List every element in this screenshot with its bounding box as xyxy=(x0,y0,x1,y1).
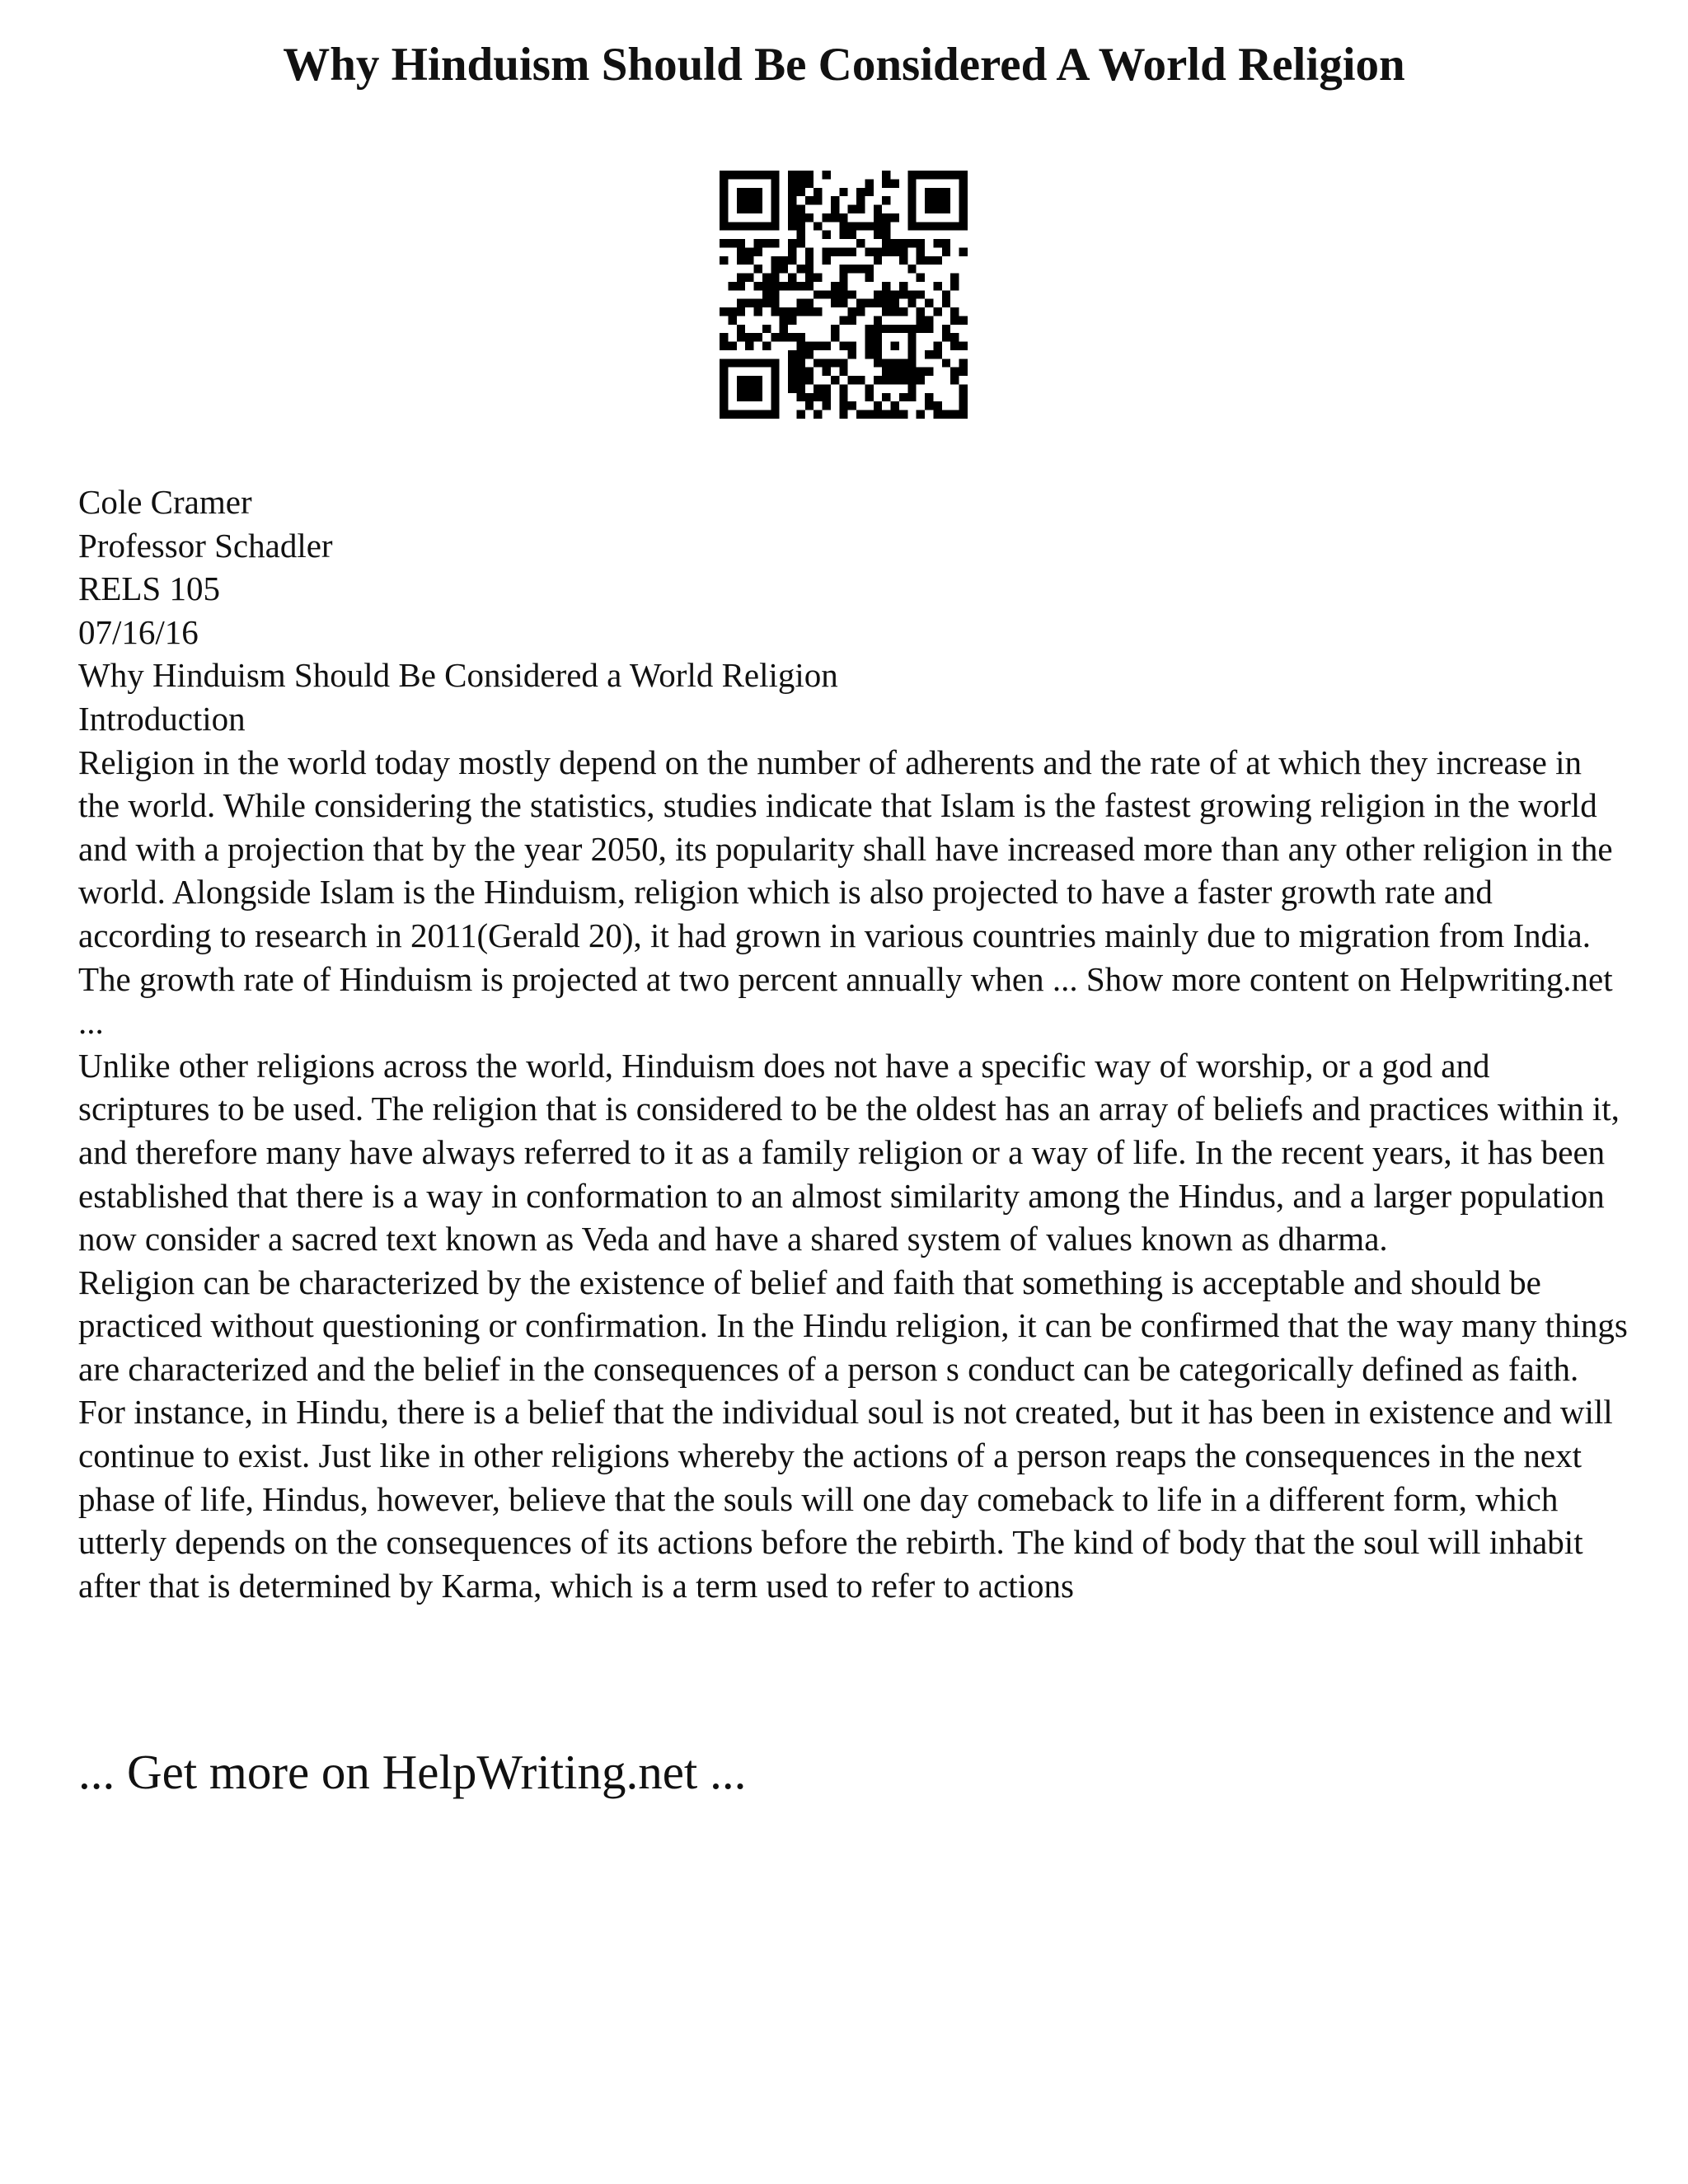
page-title: Why Hinduism Should Be Considered A World Religion xyxy=(283,39,1405,91)
essay-date: 07/16/16 xyxy=(78,612,199,651)
author-name: Cole Cramer xyxy=(78,483,252,521)
essay-body xyxy=(78,480,1628,1607)
paragraph-3: Religion can be characterized by the existence of belief and faith that something is acceptable and should be practiced without questioning or confirmation. In the Hindu religion, it can be confirmed that the way many things are characterized and the belief in the consequences of a person s conduct can be categorically defined as faith. For instance, in Hindu, there is a belief that the individual soul is not created, but it has been in existence and will continue to exist. Just like in other religions whereby the actions of a person reaps the consequences in the next phase of life, Hindus, however, believe that the souls will one day comeback to life in a different form, which utterly depends on the consequences of its actions before the rebirth. The kind of body that the soul will inhabit after that is determined by Karma, which is a term used to refer to actions xyxy=(78,1263,1628,1605)
get-more-link[interactable]: ... Get more on HelpWriting.net ... xyxy=(78,1745,747,1799)
professor-name: Professor Schadler xyxy=(78,526,333,565)
section-heading: Introduction xyxy=(78,699,246,738)
paragraph-2: Unlike other religions across the world, Hinduism does not have a specific way of worship, or a god and scriptures to be used. The religion that is considered to be the oldest has an array of beliefs and practices within it, and therefore many have always referred to it as a family religion or a way of life. In the recent years, it has been established that there is a way in conformation to an almost similarity among the Hindus, and a larger population now consider a sacred text known as Veda and have a shared system of values known as dharma. xyxy=(78,1046,1620,1258)
course-code: RELS 105 xyxy=(78,569,220,608)
essay-title: Why Hinduism Should Be Considered a World Religion xyxy=(78,656,838,695)
paragraph-1: Religion in the world today mostly depend on the number of adherents and the rate of at which they increase in the world. While considering the statistics, studies indicate that Islam is the fastest growing religion in the world and with a projection that by the year 2050, its popularity shall have increased more than any other religion in the world. Alongside Islam is the Hinduism, religion which is also projected to have a faster growth rate and according to research in 2011(Gerald 20), it had grown in various countries mainly due to migration from India. The growth rate of Hinduism is projected at two percent annually when ... Show more content on Helpwriting.net ... xyxy=(78,743,1613,1042)
qr-code-icon[interactable] xyxy=(720,171,968,419)
